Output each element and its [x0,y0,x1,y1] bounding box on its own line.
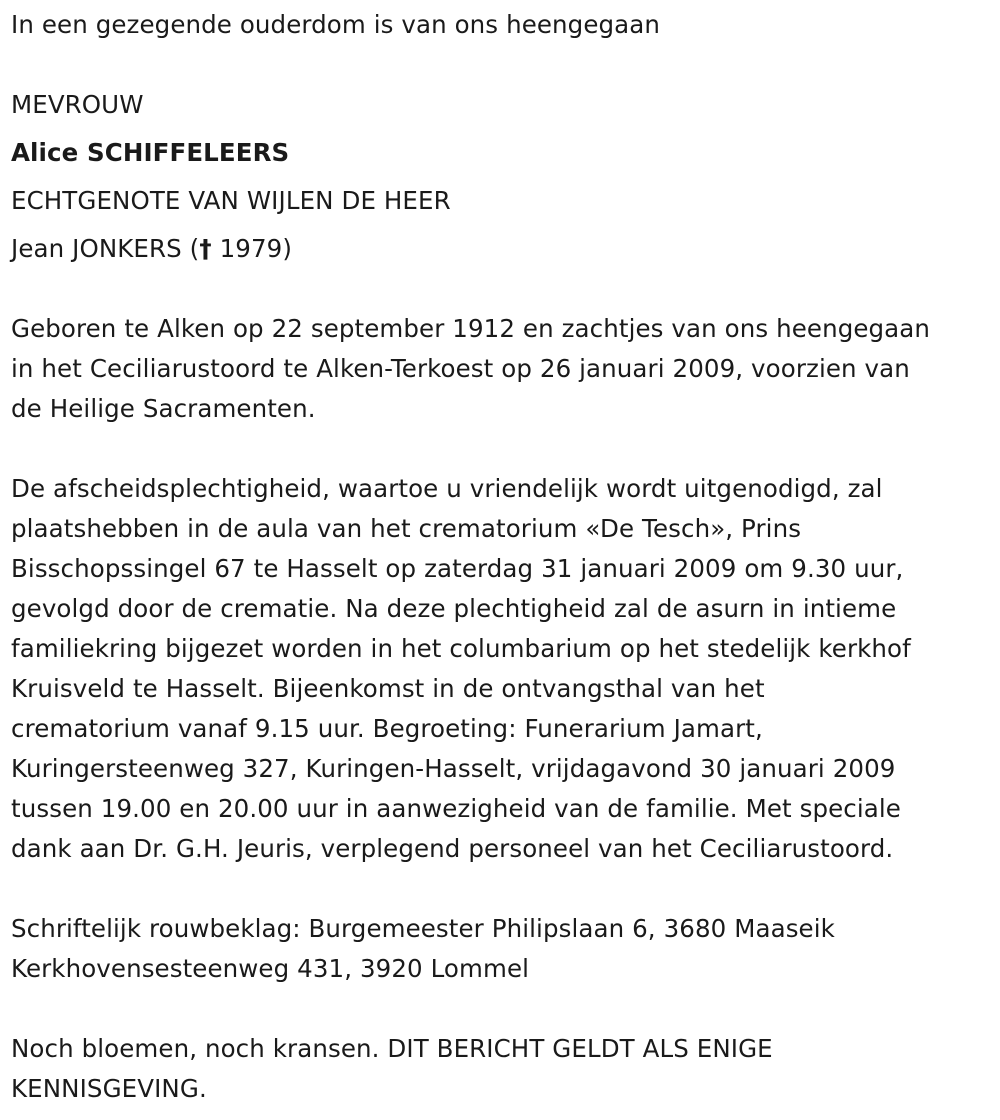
closing-line-2: KENNISGEVING. [11,1074,207,1103]
title-text: MEVROUW [11,90,144,119]
ceremony-line-4: gevolgd door de crematie. Na deze plechtigheid zal de asurn in intieme [11,594,897,623]
ceremony-line-7: crematorium vanaf 9.15 uur. Begroeting: Funerarium Jamart, [11,714,763,743]
ceremony-line-2: plaatshebben in de aula van het crematorium «De Tesch», Prins [11,514,802,543]
birth-line-2: in het Ceciliarustoord te Alken-Terkoest op 26 januari 2009, voorzien van [11,354,910,383]
ceremony-line-10: dank aan Dr. G.H. Jeuris, verplegend personeel van het Ceciliarustoord. [11,834,894,863]
birth-line-3: de Heilige Sacramenten. [11,394,316,423]
ceremony-line-6: Kruisveld te Hasselt. Bijeenkomst in de ontvangsthal van het [11,674,765,703]
cross-icon: † [199,234,212,263]
condolence-line-2: Kerkhovensesteenweg 431, 3920 Lommel [11,954,530,983]
ceremony-line-9: tussen 19.00 en 20.00 uur in aanwezigheid van de familie. Met speciale [11,794,901,823]
ceremony-line-3: Bisschopssingel 67 te Hasselt op zaterdag 31 januari 2009 om 9.30 uur, [11,554,904,583]
birth-line-1: Geboren te Alken op 22 september 1912 en zachtjes van ons heengegaan [11,314,931,343]
condolence-line-1: Schriftelijk rouwbeklag: Burgemeester Philipslaan 6, 3680 Maaseik [11,914,835,943]
relation-text: ECHTGENOTE VAN WIJLEN DE HEER [11,186,451,215]
closing-line-1: Noch bloemen, noch kransen. DIT BERICHT GELDT ALS ENIGE [11,1034,773,1063]
spouse-line [11,229,292,269]
ceremony-line-8: Kuringersteenweg 327, Kuringen-Hasselt, vrijdagavond 30 januari 2009 [11,754,896,783]
intro-text: In een gezegende ouderdom is van ons heengegaan [11,10,660,39]
ceremony-line-5: familiekring bijgezet worden in het columbarium op het stedelijk kerkhof [11,634,911,663]
deceased-name: Alice SCHIFFELEERS [11,138,290,167]
spouse-name: Jean JONKERS ( [11,234,200,263]
spouse-death-year: 1979) [219,234,293,263]
ceremony-line-1: De afscheidsplechtigheid, waartoe u vriendelijk wordt uitgenodigd, zal [11,474,883,503]
